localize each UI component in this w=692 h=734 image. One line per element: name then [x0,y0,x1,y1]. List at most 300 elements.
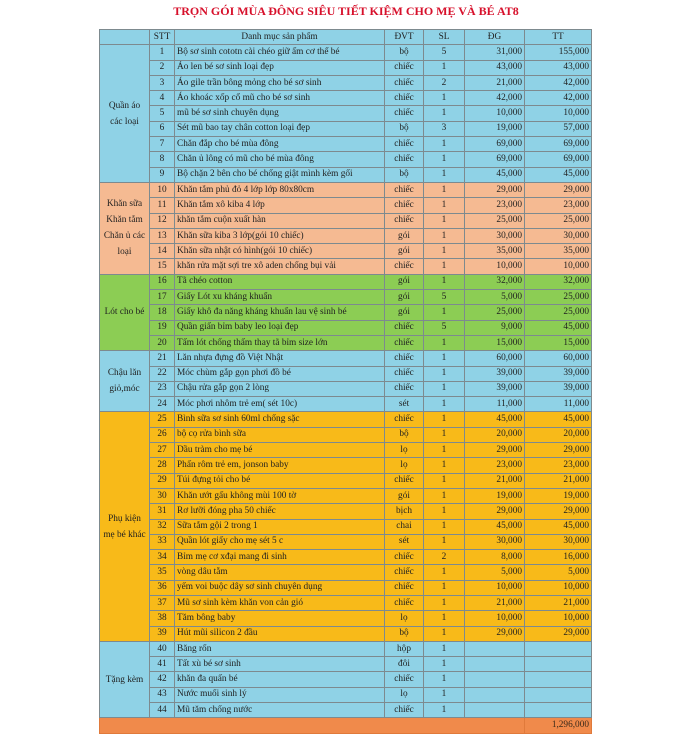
stt-cell: 39 [150,626,175,641]
product-name-cell: Giấy Lót xu kháng khuẩn [175,290,385,305]
table-row [100,611,592,626]
stt-cell: 10 [150,182,175,197]
unit-cell: đôi [385,657,424,672]
unit-cell: gói [385,290,424,305]
unit-price-cell: 25,000 [465,305,525,320]
unit-price-cell: 23,000 [465,198,525,213]
quantity-cell: 1 [424,137,465,152]
line-total-cell: 29,000 [525,626,592,641]
quantity-cell: 1 [424,504,465,519]
product-name-cell: Khăn tắm xô kiba 4 lớp [175,198,385,213]
grand-total-row [100,718,592,733]
line-total-cell: 23,000 [525,458,592,473]
unit-cell: bịch [385,504,424,519]
unit-price-cell: 11,000 [465,397,525,412]
stt-cell: 33 [150,534,175,549]
quantity-cell: 1 [424,672,465,687]
line-total-cell: 10,000 [525,259,592,274]
table-row [100,213,592,228]
product-name-cell: Phấn rôm trẻ em, jonson baby [175,458,385,473]
table-row [100,534,592,549]
table-row [100,657,592,672]
quantity-cell: 1 [424,106,465,121]
unit-cell: bộ [385,45,424,60]
stt-header: STT [150,30,175,45]
product-name-cell: Sét mũ bao tay chân cotton loại đẹp [175,121,385,136]
line-total-cell: 60,000 [525,351,592,366]
unit-price-cell: 20,000 [465,427,525,442]
unit-price-cell: 69,000 [465,137,525,152]
unit-cell: chiếc [385,152,424,167]
stt-cell: 34 [150,550,175,565]
table-row [100,351,592,366]
product-name-cell: khăn tắm cuộn xuất hàn [175,213,385,228]
quantity-cell: 1 [424,458,465,473]
line-total-cell: 10,000 [525,580,592,595]
unit-cell: bộ [385,167,424,182]
unit-cell: chiếc [385,259,424,274]
unit-price-cell: 35,000 [465,244,525,259]
unit-cell: gói [385,228,424,243]
unit-cell: lọ [385,458,424,473]
quantity-cell: 1 [424,427,465,442]
table-row [100,443,592,458]
quantity-cell: 1 [424,488,465,503]
grand-total-spacer [100,718,525,733]
unit-price-cell: 30,000 [465,534,525,549]
unit-cell: gói [385,488,424,503]
table-row [100,152,592,167]
stt-cell: 3 [150,75,175,90]
quantity-cell: 1 [424,580,465,595]
unit-price-cell: 29,000 [465,626,525,641]
table-row [100,580,592,595]
unit-price-cell: 60,000 [465,351,525,366]
stt-cell: 1 [150,45,175,60]
product-name-cell: mũ bé sơ sinh chuyên dụng [175,106,385,121]
line-total-header: TT [525,30,592,45]
unit-cell: chiếc [385,91,424,106]
unit-price-cell: 9,000 [465,320,525,335]
product-name-cell: Lăn nhựa đựng đồ Việt Nhật [175,351,385,366]
quantity-cell: 1 [424,198,465,213]
quantity-cell: 1 [424,213,465,228]
quantity-cell: 1 [424,366,465,381]
table-row [100,595,592,610]
line-total-cell: 29,000 [525,182,592,197]
unit-price-cell: 15,000 [465,335,525,350]
product-name-cell: Áo gile trần bông mỏng cho bé sơ sinh [175,75,385,90]
unit-price-cell: 8,000 [465,550,525,565]
unit-price-cell: 45,000 [465,412,525,427]
unit-price-cell: 5,000 [465,290,525,305]
line-total-cell [525,687,592,702]
product-name-cell: Chăn ủ lông có mũ cho bé mùa đông [175,152,385,167]
stt-cell: 29 [150,473,175,488]
line-total-cell: 11,000 [525,397,592,412]
product-table [99,29,592,734]
quantity-cell: 1 [424,534,465,549]
table-row [100,228,592,243]
unit-price-cell: 25,000 [465,213,525,228]
unit-cell: gói [385,274,424,289]
stt-cell: 28 [150,458,175,473]
unit-price-cell [465,641,525,656]
category-cell: Quần áo các loại [100,45,150,183]
table-row [100,244,592,259]
unit-cell: sét [385,534,424,549]
line-total-cell: 30,000 [525,534,592,549]
line-total-cell: 45,000 [525,412,592,427]
quantity-cell: 1 [424,626,465,641]
product-name-cell: Mũ tăm chống nước [175,703,385,718]
stt-cell: 20 [150,335,175,350]
unit-cell: lọ [385,611,424,626]
quantity-cell: 1 [424,351,465,366]
line-total-cell: 10,000 [525,106,592,121]
quantity-cell: 5 [424,45,465,60]
quantity-cell: 5 [424,320,465,335]
table-row [100,488,592,503]
header-row [100,30,592,45]
unit-cell: chiếc [385,366,424,381]
line-total-cell: 155,000 [525,45,592,60]
line-total-cell: 19,000 [525,488,592,503]
unit-price-header: ĐG [465,30,525,45]
stt-cell: 4 [150,91,175,106]
unit-cell: gói [385,244,424,259]
product-name-cell: vòng dâu tằm [175,565,385,580]
product-name-cell: Bộ chặn 2 bên cho bé chống giật mình kèm gối [175,167,385,182]
table-row [100,504,592,519]
unit-price-cell: 10,000 [465,611,525,626]
quantity-cell: 1 [424,397,465,412]
table-row [100,106,592,121]
product-name-cell: Khăn tắm phủ đỏ 4 lớp lớp 80x80cm [175,182,385,197]
stt-cell: 41 [150,657,175,672]
unit-cell: chiếc [385,351,424,366]
unit-header: ĐVT [385,30,424,45]
unit-price-cell: 5,000 [465,565,525,580]
unit-price-cell: 30,000 [465,228,525,243]
unit-cell: bộ [385,121,424,136]
stt-cell: 17 [150,290,175,305]
product-name-cell: Túi đựng tỏi cho bé [175,473,385,488]
unit-cell: lọ [385,443,424,458]
line-total-cell: 25,000 [525,213,592,228]
category-cell: Khăn sữa Khăn tắm Chăn ủ các loại [100,182,150,274]
product-name-cell: Quần lót giấy cho mẹ sét 5 c [175,534,385,549]
unit-cell: chiếc [385,672,424,687]
table-row [100,703,592,718]
unit-price-cell: 45,000 [465,167,525,182]
quantity-cell: 3 [424,121,465,136]
stt-cell: 44 [150,703,175,718]
product-name-cell: Chăn đắp cho bé mùa đông [175,137,385,152]
table-row [100,320,592,335]
quantity-cell: 1 [424,152,465,167]
table-row [100,626,592,641]
line-total-cell: 20,000 [525,427,592,442]
product-name-cell: Mũ sơ sinh kèm khăn von cản gió [175,595,385,610]
quantity-cell: 1 [424,274,465,289]
line-total-cell: 32,000 [525,274,592,289]
line-total-cell: 69,000 [525,152,592,167]
stt-cell: 9 [150,167,175,182]
table-row [100,397,592,412]
unit-price-cell: 43,000 [465,60,525,75]
quantity-cell: 1 [424,305,465,320]
grand-total-value: 1,296,000 [525,718,592,733]
unit-price-cell: 21,000 [465,473,525,488]
line-total-cell: 25,000 [525,290,592,305]
unit-price-cell [465,672,525,687]
line-total-cell: 29,000 [525,504,592,519]
unit-cell: bộ [385,427,424,442]
quantity-cell: 1 [424,473,465,488]
unit-cell: chiếc [385,580,424,595]
stt-cell: 5 [150,106,175,121]
stt-cell: 12 [150,213,175,228]
unit-cell: chiếc [385,565,424,580]
stt-cell: 30 [150,488,175,503]
category-cell: Tặng kèm [100,641,150,717]
product-name-cell: Quần giấn bỉm baby leo loại đẹp [175,320,385,335]
line-total-cell [525,657,592,672]
unit-cell: chiếc [385,106,424,121]
stt-cell: 38 [150,611,175,626]
table-row [100,259,592,274]
unit-cell: chiếc [385,473,424,488]
stt-cell: 13 [150,228,175,243]
stt-cell: 23 [150,381,175,396]
quantity-cell: 1 [424,182,465,197]
quantity-cell: 1 [424,687,465,702]
stt-cell: 43 [150,687,175,702]
table-row [100,290,592,305]
unit-price-cell: 10,000 [465,106,525,121]
line-total-cell: 45,000 [525,320,592,335]
stt-cell: 15 [150,259,175,274]
product-name-cell: Tăm bông baby [175,611,385,626]
table-row [100,687,592,702]
product-name-cell: Bình sữa sơ sinh 60ml chống sặc [175,412,385,427]
stt-cell: 21 [150,351,175,366]
line-total-cell: 25,000 [525,305,592,320]
quantity-cell: 1 [424,335,465,350]
unit-cell: chiếc [385,75,424,90]
unit-price-cell: 29,000 [465,443,525,458]
table-row [100,198,592,213]
line-total-cell: 39,000 [525,366,592,381]
table-row [100,565,592,580]
unit-cell: chiếc [385,550,424,565]
table-row [100,458,592,473]
unit-cell: chiếc [385,320,424,335]
line-total-cell: 39,000 [525,381,592,396]
category-cell: Chậu lăn giỏ,móc [100,351,150,412]
stt-cell: 42 [150,672,175,687]
line-total-cell: 23,000 [525,198,592,213]
line-total-cell: 45,000 [525,519,592,534]
product-name-cell: Bỉm mẹ cơ xđại mang đi sinh [175,550,385,565]
unit-price-cell: 10,000 [465,259,525,274]
stt-cell: 37 [150,595,175,610]
unit-cell: chai [385,519,424,534]
line-total-cell: 43,000 [525,60,592,75]
quantity-cell: 1 [424,519,465,534]
stt-cell: 11 [150,198,175,213]
line-total-cell: 57,000 [525,121,592,136]
stt-cell: 6 [150,121,175,136]
line-total-cell: 69,000 [525,137,592,152]
table-row [100,182,592,197]
unit-cell: lọ [385,687,424,702]
line-total-cell: 21,000 [525,473,592,488]
product-name-cell: Tấm lót chống thấm thay tã bỉm size lớn [175,335,385,350]
quantity-cell: 1 [424,228,465,243]
unit-cell: chiếc [385,60,424,75]
product-name-cell: Hút mũi silicon 2 đầu [175,626,385,641]
stt-cell: 24 [150,397,175,412]
line-total-cell: 30,000 [525,228,592,243]
quantity-cell: 1 [424,703,465,718]
table-row [100,335,592,350]
quantity-cell: 1 [424,259,465,274]
table-row [100,519,592,534]
stt-cell: 8 [150,152,175,167]
unit-price-cell: 69,000 [465,152,525,167]
unit-price-cell: 42,000 [465,91,525,106]
stt-cell: 14 [150,244,175,259]
unit-cell: gói [385,305,424,320]
table-body [100,45,592,718]
quantity-cell: 1 [424,565,465,580]
line-total-cell [525,641,592,656]
line-total-cell: 42,000 [525,91,592,106]
quantity-cell: 1 [424,595,465,610]
quantity-cell: 1 [424,412,465,427]
product-name-cell: Áo len bé sơ sinh loại đẹp [175,60,385,75]
line-total-cell [525,672,592,687]
product-name-cell: Băng rốn [175,641,385,656]
unit-cell: chiếc [385,381,424,396]
line-total-cell: 35,000 [525,244,592,259]
product-name-cell: khăn rửa mặt sợi tre xô aden chống bụi vải [175,259,385,274]
unit-cell: chiếc [385,703,424,718]
quantity-cell: 1 [424,641,465,656]
unit-cell: bộ [385,626,424,641]
product-name-cell: Bộ sơ sinh cototn cài chéo giữ ấm cơ thể bé [175,45,385,60]
quantity-cell: 1 [424,657,465,672]
sheet-title: TRỌN GÓI MÙA ĐÔNG SIÊU TIẾT KIỆM CHO MẸ VÀ BÉ AT8 [173,4,519,18]
table-row [100,305,592,320]
unit-price-cell [465,687,525,702]
quantity-cell: 1 [424,381,465,396]
category-cell: Lót cho bé [100,274,150,350]
line-total-cell: 5,000 [525,565,592,580]
category-cell: Phụ kiện mẹ bé khác [100,412,150,641]
quantity-cell: 1 [424,91,465,106]
quantity-cell: 1 [424,443,465,458]
table-row [100,550,592,565]
quantity-cell: 1 [424,244,465,259]
quantity-header: SL [424,30,465,45]
table-row [100,91,592,106]
line-total-cell: 21,000 [525,595,592,610]
unit-price-cell: 32,000 [465,274,525,289]
product-name-cell: Giấy khô đa năng kháng khuẩn lau vệ sinh bé [175,305,385,320]
product-name-cell: Tã chéo cotton [175,274,385,289]
unit-price-cell: 45,000 [465,519,525,534]
stt-cell: 16 [150,274,175,289]
product-name-cell: Móc phơi nhôm trẻ em( sét 10c) [175,397,385,412]
line-total-cell [525,703,592,718]
unit-cell: chiếc [385,595,424,610]
unit-price-cell: 29,000 [465,182,525,197]
line-total-cell: 15,000 [525,335,592,350]
table-row [100,381,592,396]
unit-price-cell: 19,000 [465,121,525,136]
stt-cell: 18 [150,305,175,320]
unit-price-cell: 23,000 [465,458,525,473]
unit-cell: hộp [385,641,424,656]
product-name-header: Danh mục sản phẩm [175,30,385,45]
stt-cell: 35 [150,565,175,580]
table-row [100,75,592,90]
stt-cell: 27 [150,443,175,458]
stt-cell: 19 [150,320,175,335]
product-name-cell: yếm voi buộc dây sơ sinh chuyên dụng [175,580,385,595]
table-row [100,121,592,136]
unit-price-cell: 39,000 [465,381,525,396]
quantity-cell: 1 [424,60,465,75]
unit-cell: sét [385,397,424,412]
product-name-cell: Khăn sữa kiba 3 lớp(gói 10 chiếc) [175,228,385,243]
table-row [100,60,592,75]
product-name-cell: Rơ lưỡi đóng pha 50 chiếc [175,504,385,519]
quantity-cell: 1 [424,611,465,626]
category-header [100,30,150,45]
stt-cell: 40 [150,641,175,656]
product-name-cell: khăn đa quấn bé [175,672,385,687]
quantity-cell: 2 [424,550,465,565]
unit-price-cell: 21,000 [465,595,525,610]
line-total-cell: 29,000 [525,443,592,458]
unit-price-cell: 31,000 [465,45,525,60]
line-total-cell: 16,000 [525,550,592,565]
table-row [100,641,592,656]
product-name-cell: bộ cọ rửa bình sữa [175,427,385,442]
stt-cell: 32 [150,519,175,534]
quantity-cell: 2 [424,75,465,90]
table-row [100,473,592,488]
unit-price-cell [465,657,525,672]
line-total-cell: 45,000 [525,167,592,182]
unit-price-cell: 21,000 [465,75,525,90]
stt-cell: 22 [150,366,175,381]
stt-cell: 26 [150,427,175,442]
product-name-cell: Áo khoác xốp cổ mũ cho bé sơ sinh [175,91,385,106]
unit-price-cell: 19,000 [465,488,525,503]
quantity-cell: 5 [424,290,465,305]
line-total-cell: 42,000 [525,75,592,90]
product-name-cell: Chậu rửa gắp gọn 2 lòng [175,381,385,396]
unit-price-cell: 39,000 [465,366,525,381]
table-row [100,274,592,289]
unit-price-cell [465,703,525,718]
product-name-cell: Tất xù bé sơ sinh [175,657,385,672]
